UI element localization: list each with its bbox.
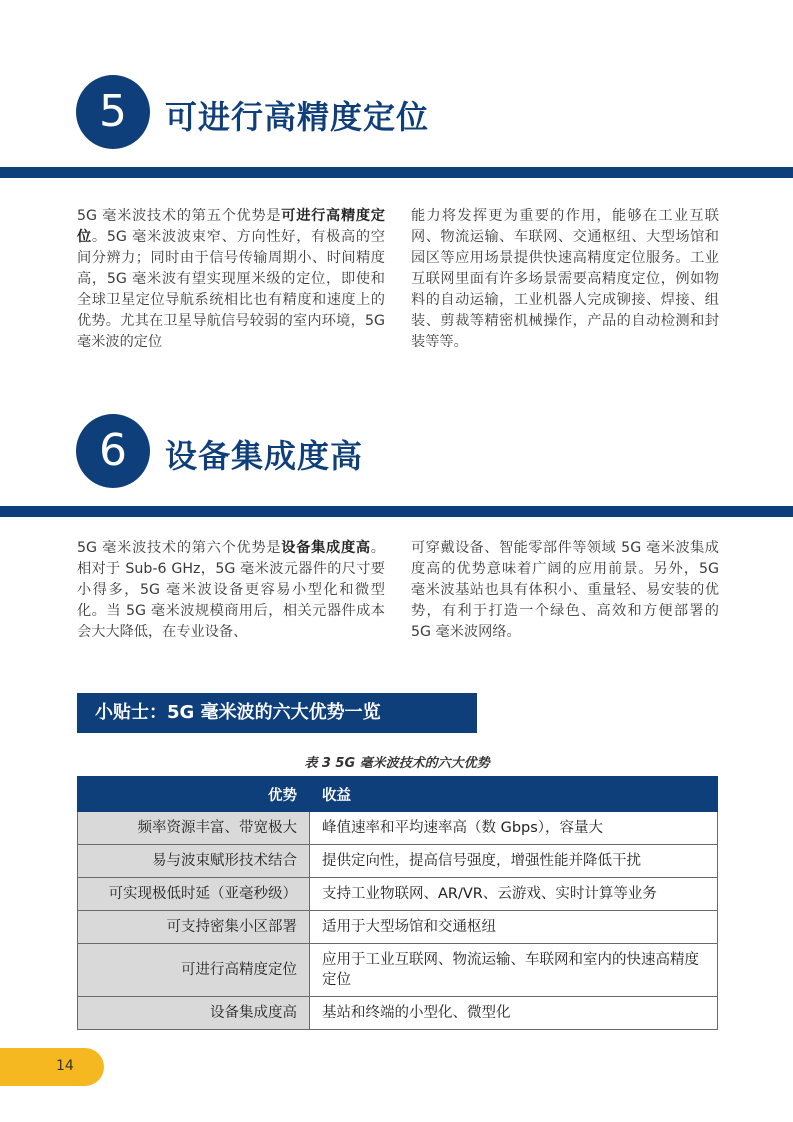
table-cell-benefit: 峰值速率和平均速率高（数 Gbps），容量大 [310,812,718,845]
section-title: 设备集成度高 [165,437,364,475]
table-cell-benefit: 基站和终端的小型化、微型化 [310,997,718,1030]
table-cell-advantage: 设备集成度高 [78,997,310,1030]
table-header-cell: 优势 [78,777,310,812]
paragraph-text: 。5G 毫米波波束窄、方向性好，有极高的空间分辨力；同时由于信号传输周期小、时间精度高，5G 毫米波有望实现厘米级的定位，即使和全球卫星定位导航系统相比也有精度和速度上的优势。尤其在卫星导航信号较弱的室内环境，5G 毫米波的定位 [77,229,385,350]
table-cell-advantage: 频率资源丰富、带宽极大 [78,812,310,845]
section-divider [0,506,793,517]
body-text-column-right: 能力将发挥更为重要的作用，能够在工业互联网、物流运输、车联网、交通枢纽、大型场馆和园区等应用场景提供快速高精度定位服务。工业互联网里面有许多场景需要高精度定位，例如物料的自动运输，工业机器人完成铆接、焊接、组装、剪裁等精密机械操作，产品的自动检测和封装等等。 [411,208,719,350]
section-number-badge: 5 [76,75,150,149]
paragraph-text: 。相对于 Sub-6 GHz，5G 毫米波元器件的尺寸要小得多，5G 毫米波设备更容易小型化和微型化。当 5G 毫米波规模商用后，相关元器件成本会大大降低，在专业设备、 [77,540,385,640]
table-cell-benefit: 应用于工业互联网、物流运输、车联网和室内的快速高精度定位 [310,944,718,997]
page-number-tab [0,1048,104,1086]
table-header-cell: 收益 [310,777,718,812]
table-row [78,845,718,878]
table-row [78,944,718,997]
table-cell-advantage: 可实现极低时延（亚毫秒级） [78,878,310,911]
section-number-badge: 6 [76,414,150,488]
advantages-table [77,776,718,1030]
table-row [78,997,718,1030]
table-row [78,911,718,944]
table-cell-advantage: 可支持密集小区部署 [78,911,310,944]
table-cell-benefit: 提供定向性，提高信号强度，增强性能并降低干扰 [310,845,718,878]
body-text-column-left [77,206,385,353]
table-cell-advantage: 可进行高精度定位 [78,944,310,997]
table-cell-advantage: 易与波束赋形技术结合 [78,845,310,878]
page-number: 14 [56,1058,74,1074]
section-title: 可进行高精度定位 [165,98,430,136]
table-row [78,812,718,845]
table-header-row [78,777,718,812]
tip-banner: 小贴士：5G 毫米波的六大优势一览 [77,693,477,733]
body-text-column-left [77,538,385,643]
table-caption: 表 3 5G 毫米波技术的六大优势 [304,756,490,771]
paragraph-intro: 5G 毫米波技术的第六个优势是 [77,540,282,556]
table-cell-benefit: 适用于大型场馆和交通枢纽 [310,911,718,944]
table-cell-benefit: 支持工业物联网、AR/VR、云游戏、实时计算等业务 [310,878,718,911]
paragraph-intro: 5G 毫米波技术的第五个优势是 [77,208,282,224]
section-divider [0,167,793,178]
paragraph-emphasis: 设备集成度高 [281,540,371,556]
body-text-column-right: 可穿戴设备、智能零部件等领域 5G 毫米波集成度高的优势意味着广阔的应用前景。另外，5G 毫米波基站也具有体积小、重量轻、易安装的优势，有利于打造一个绿色、高效和方便部署的 5G 毫米波网络。 [411,540,719,640]
table-row [78,878,718,911]
paragraph-emphasis: 可进行高精度定位 [77,208,385,245]
